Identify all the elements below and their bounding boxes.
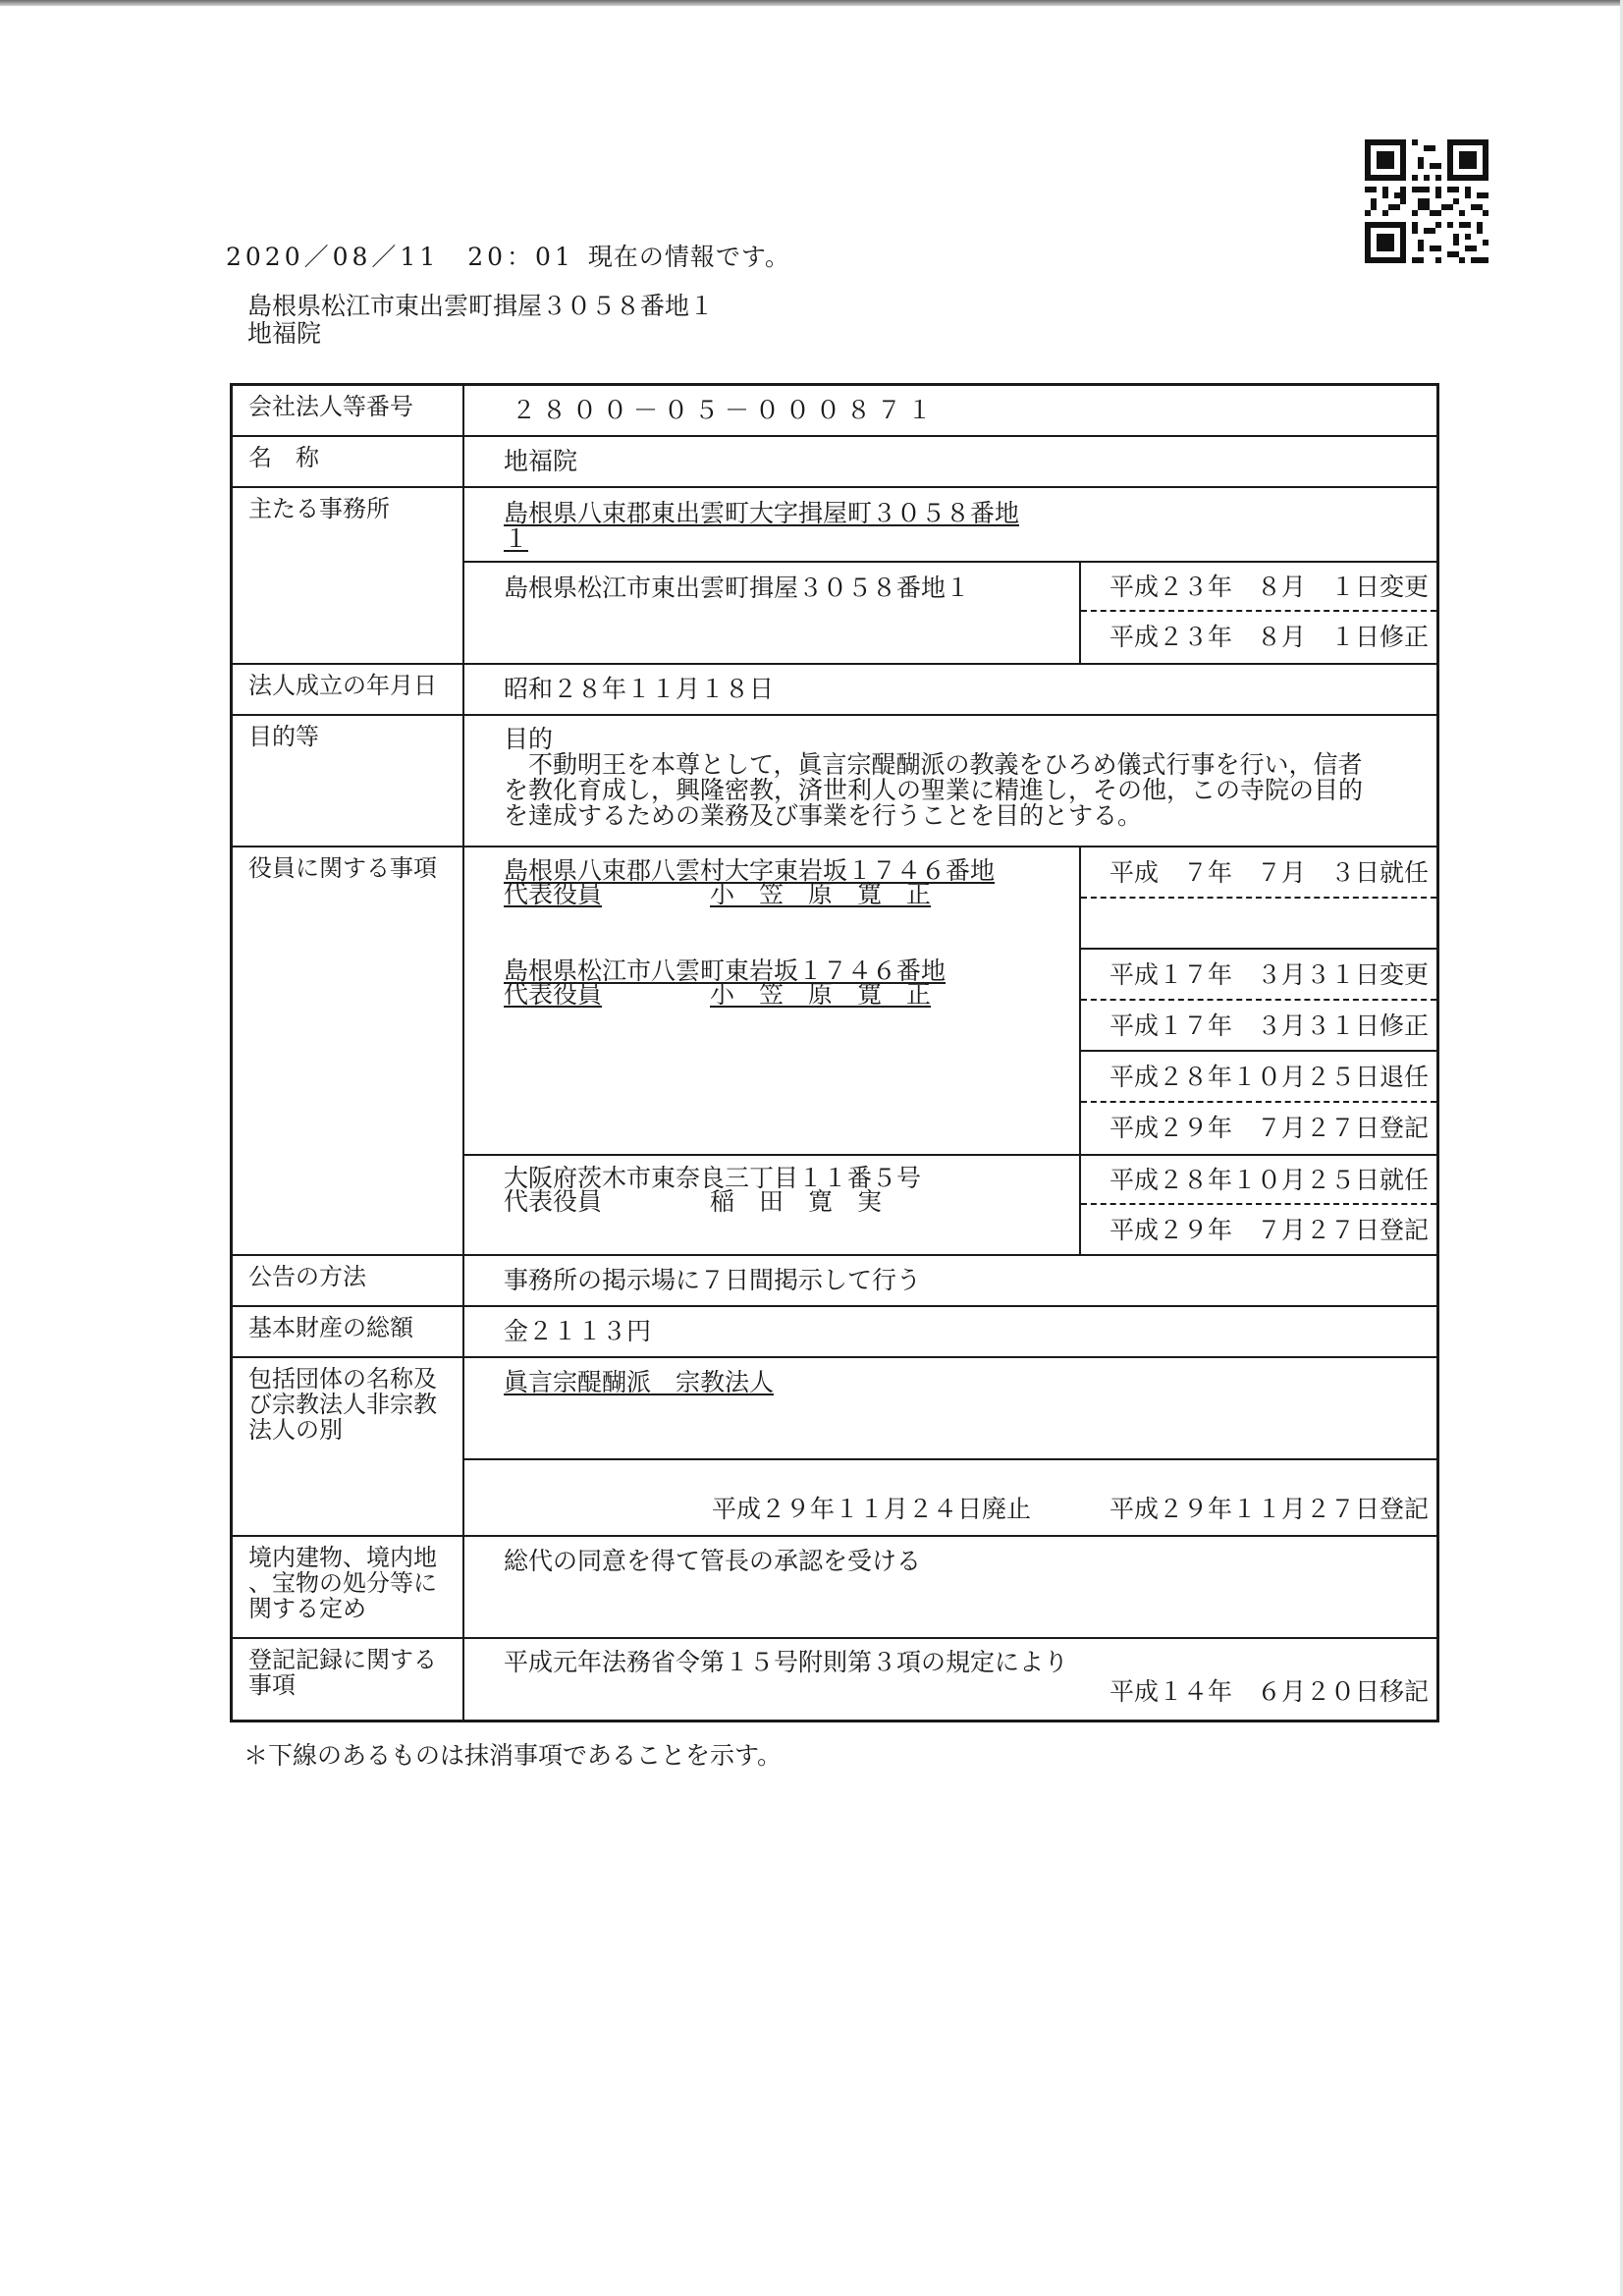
label-property — [233, 1537, 464, 1637]
umbrella-registered-date: 平成２９年１１月２７日登記 — [1109, 1495, 1429, 1523]
header-address-block — [247, 293, 714, 348]
row-property — [233, 1537, 1436, 1639]
label-corp-number: 会社法人等番号 — [233, 386, 464, 435]
qr-code — [1365, 139, 1488, 263]
label-notice: 公告の方法 — [233, 1256, 464, 1305]
purpose-line-2: を教化育成し，興隆密教，済世利人の聖業に精進し，その他，この寺院の目的 — [504, 776, 1364, 804]
record-note: 平成元年法務省令第１５号附則第３項の規定により — [504, 1648, 1069, 1676]
umbrella-divider — [464, 1458, 1436, 1460]
corp-number: ２８００－０５－０００８７１ — [512, 396, 939, 424]
purpose-line-3: を達成するための業務及び事業を行うことを目的とする。 — [504, 801, 1143, 830]
label-assets: 基本財産の総額 — [233, 1307, 464, 1356]
row-assets — [233, 1307, 1436, 1358]
label-record-line-1: 登記記録に関する — [248, 1646, 437, 1673]
row-officers — [233, 847, 1436, 1256]
label-umbrella-line-1: 包括団体の名称及 — [248, 1365, 437, 1393]
officer-1-name: 小 笠 原 寛 正 — [710, 880, 932, 908]
label-property-line-3: 関する定め — [248, 1595, 366, 1622]
office-old-address: 島根県八束郡東出雲町大字揖屋町３０５８番地 — [504, 499, 1020, 527]
label-umbrella-line-2: び宗教法人非宗教 — [248, 1391, 437, 1418]
property-rule: 総代の同意を得て管長の承認を受ける — [504, 1547, 922, 1575]
officer-3-address: 大阪府茨木市東奈良三丁目１１番５号 — [504, 1164, 922, 1192]
office-date-corrected: 平成２３年 ８月 １日修正 — [1109, 623, 1429, 651]
label-founding: 法人成立の年月日 — [233, 665, 464, 714]
officer-2-date-corrected: 平成１７年 ３月３１日修正 — [1081, 1001, 1436, 1052]
label-name: 名 称 — [233, 437, 464, 486]
label-property-line-2: 、宝物の処分等に — [248, 1569, 437, 1597]
label-property-line-1: 境内建物、境内地 — [248, 1544, 437, 1571]
officer-3-date-registered: 平成２９年 ７月２７日登記 — [1109, 1216, 1429, 1244]
assets-amount: 金２１１３円 — [504, 1317, 652, 1345]
row-notice — [233, 1256, 1436, 1307]
row-office — [233, 488, 1436, 665]
notice-method: 事務所の掲示場に７日間掲示して行う — [504, 1266, 922, 1294]
footnote: ＊下線のあるものは抹消事項であることを示す。 — [243, 1741, 783, 1770]
officer-1-address: 島根県八束郡八雲村大字東岩坂１７４６番地 — [504, 856, 996, 885]
officer-1-date-blank — [1081, 899, 1436, 950]
purpose-line-1: 不動明王を本尊として，眞言宗醍醐派の教義をひろめ儀式行事を行い，信者 — [504, 750, 1363, 779]
officer-dates — [1079, 847, 1436, 1254]
label-officers: 役員に関する事項 — [233, 847, 464, 1254]
officer-2-address: 島根県松江市八雲町東岩坂１７４６番地 — [504, 957, 947, 985]
officer-2-name: 小 笠 原 寛 正 — [710, 980, 932, 1009]
officer-1-role: 代表役員 — [504, 880, 603, 908]
label-record-line-2: 事項 — [248, 1671, 296, 1699]
timestamp-suffix: 現在の情報です。 — [587, 243, 790, 271]
officer-2-date-resigned: 平成２８年１０月２５日退任 — [1081, 1052, 1436, 1103]
row-founding — [233, 665, 1436, 716]
label-office: 主たる事務所 — [233, 488, 464, 663]
officer-2-date-changed: 平成１７年 ３月３１日変更 — [1081, 950, 1436, 1001]
office-date-changed: 平成２３年 ８月 １日変更 — [1081, 562, 1436, 612]
umbrella-abolished-date: 平成２９年１１月２４日廃止 — [712, 1495, 1032, 1523]
corp-name: 地福院 — [504, 447, 578, 475]
row-name — [233, 437, 1436, 488]
office-dates — [1079, 562, 1436, 663]
officer-3-role: 代表役員 — [504, 1187, 603, 1216]
scan-edge — [0, 0, 1623, 6]
office-current-address: 島根県松江市東出雲町揖屋３０５８番地１ — [504, 574, 971, 602]
row-corp-number — [233, 386, 1436, 437]
row-purpose — [233, 716, 1436, 847]
founding-date: 昭和２８年１１月１８日 — [504, 675, 775, 703]
officer-2-role: 代表役員 — [504, 980, 603, 1009]
purpose-heading: 目的 — [504, 725, 554, 753]
umbrella-name: 眞言宗醍醐派 宗教法人 — [504, 1368, 775, 1396]
registry-table — [230, 383, 1439, 1722]
label-umbrella-line-3: 法人の別 — [248, 1416, 343, 1444]
office-old-address-cont: １ — [504, 524, 529, 553]
officer-2-date-registered: 平成２９年 ７月２７日登記 — [1109, 1114, 1429, 1142]
row-umbrella — [233, 1358, 1436, 1537]
row-record — [233, 1639, 1436, 1720]
label-umbrella — [233, 1358, 464, 1535]
header-name: 地福院 — [247, 319, 322, 348]
retrieval-timestamp — [226, 238, 790, 273]
officer-1-date-appointed: 平成 ７年 ７月 ３日就任 — [1081, 847, 1436, 899]
label-purpose: 目的等 — [233, 716, 464, 846]
header-address: 島根県松江市東出雲町揖屋３０５８番地１ — [247, 292, 715, 320]
officer-3-name: 稲 田 寛 実 — [710, 1187, 883, 1216]
timestamp-value: 2020／08／11 20：01 — [226, 243, 574, 271]
officer-3-date-appointed: 平成２８年１０月２５日就任 — [1081, 1155, 1436, 1205]
record-transfer-date: 平成１４年 ６月２０日移記 — [1109, 1677, 1429, 1706]
label-record — [233, 1639, 464, 1720]
